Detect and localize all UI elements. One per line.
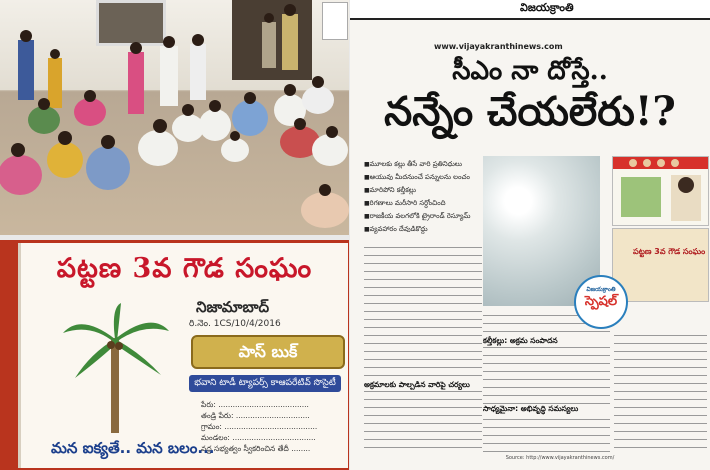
bullet-list [364,158,482,236]
passbook-registration: రి.నెం. 1CS/10/4/2016 [189,319,281,329]
leaders-portrait-icon [613,157,708,225]
bullet-item: ■ రిగణాలు మరీసారి సర్ధోంచింది [364,197,482,210]
address-line: గ్రామం: ....................................... [201,422,318,431]
passbook-slogan: మన ఐక్యతే.. మన బలం... [51,439,215,457]
sangham-passbook-photo [612,228,709,302]
headline-line2: నన్నేం చేయలేరు!? [384,88,676,135]
newspaper-clipping [350,0,710,470]
masthead-title: విజయక్రాంతి [520,1,574,14]
address-line: మండలం: ................................... [201,433,316,442]
protest-photo [0,0,349,235]
source-footer: Source: http://www.vijayakranthinews.com/ [505,455,615,461]
bullet-item: ■ మారిపోని కల్తీకల్లు [364,184,482,197]
special-badge-top: విజయక్రాంతి [586,286,616,293]
passbook-page [18,243,348,468]
address-block [201,399,341,454]
passbook-place: నిజామాబాద్ [196,298,270,316]
article-column [614,330,707,452]
article-column [483,310,610,452]
special-badge [574,275,628,329]
article-subhead: సాధ్యమైనా: అభివృద్ధి సమస్యలు [483,404,610,415]
headline-line1: సీఎం నా దోస్తే.. [452,56,608,86]
card-title: పట్టణ 3వ గౌడ సంఘం [633,247,706,256]
article-subhead: అక్రమాలకు పాల్పడిన వారిపై చర్యలు [364,380,482,391]
palm-tree-icon [61,303,171,433]
bullet-item: ■ ఆయువు మీదనుంచే పన్నులను లంచం [364,171,482,184]
article-column [364,242,482,452]
address-line: వద్ద సభ్యత్వం స్వీకరించిన తేదీ ........ [201,444,311,453]
bullet-item: ■ రాజకీయ వలగలోకి ట్రైరాండ్ రెస్యూమ్ [364,210,482,223]
society-name: భవాని టాడీ ట్యాపర్స్ కాఆపరేటివ్ సొసైటీ [189,375,341,392]
article-subhead: కల్తీకల్లు: అక్రమ సంపాదన [483,336,610,347]
sangham-poster [612,156,709,226]
address-line: పేరు: ...................................... [201,400,309,409]
passbook-cover [0,240,349,470]
passbook-title: పట్టణ 3వ గౌడ సంఘం [56,253,313,284]
special-badge-main: స్పెషల్ [584,294,618,309]
newspaper-url: www.vijayakranthinews.com [434,42,563,51]
bullet-item: ■ మూలకు కల్లు తీసే వారి ప్రతినిధులు [364,158,482,171]
bullet-item: ■ వ్యవహారం దేవుడికొద్దు [364,223,482,236]
masthead [350,0,710,20]
passbook-badge: పాస్ బుక్ [191,335,345,369]
crowd-photo-icon [0,0,349,235]
address-line: తండ్రి పేరు: ............................... [201,411,310,420]
